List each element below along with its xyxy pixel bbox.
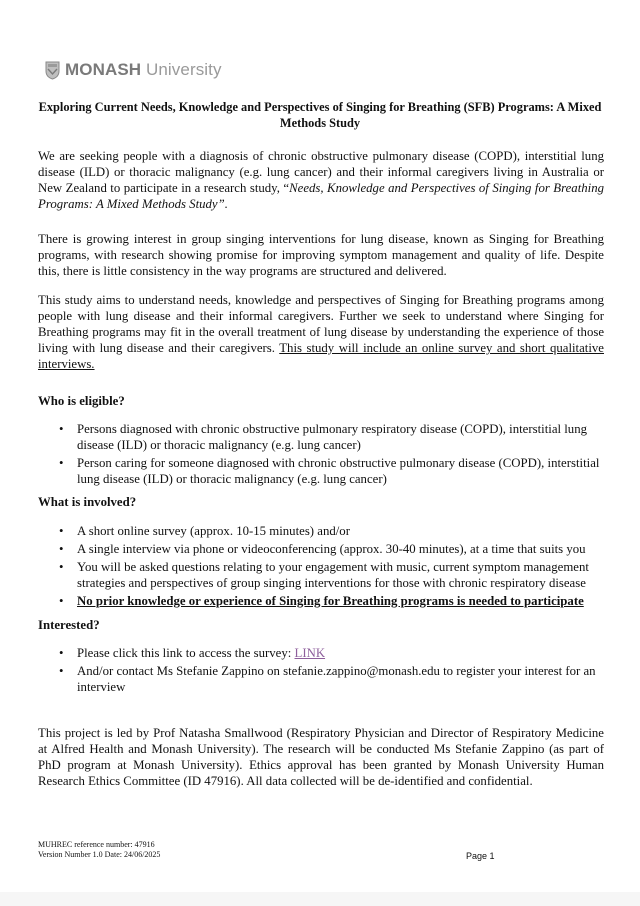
- document-title: Exploring Current Needs, Knowledge and Perspectives of Singing for Breathing (SFB) Programs: A Mixed Methods Study: [38, 100, 602, 130]
- monash-crest-icon: [45, 61, 60, 80]
- page-number: Page 1: [466, 851, 495, 861]
- list-item: • You will be asked questions relating to your engagement with music, current symptom management strategies and perspectives of group singing interventions for those with chronic respiratory disease: [38, 559, 604, 591]
- eligible-heading: Who is eligible?: [38, 394, 125, 408]
- closing-paragraph: This project is led by Prof Natasha Smallwood (Respiratory Physician and Director of Respiratory Medicine at Alfred Health and Monash University). The research will be conducted Ms Stefanie Zappino (as part of PhD program at Monash University). Ethics approval has been granted by Monash University Human Research Ethics Committee (ID 47916). All data collected will be de-identified and confidential.: [38, 726, 604, 788]
- reference-number: MUHREC reference number: 47916: [38, 840, 155, 849]
- list-item: • Persons diagnosed with chronic obstructive pulmonary respiratory disease (COPD), interstitial lung disease (ILD) or thoracic malignancy (e.g. lung cancer): [38, 421, 604, 453]
- interested-heading: Interested?: [38, 618, 100, 632]
- contact-item: • And/or contact Ms Stefanie Zappino on stefanie.zappino@monash.edu to register your interest for an interview: [38, 663, 604, 695]
- intro-paragraph: We are seeking people with a diagnosis of chronic obstructive pulmonary disease (COPD), interstitial lung disease (ILD) or thoracic malignancy (e.g. lung cancer) and their informal caregivers living in Australia or New Zealand to participate in a research study, “Needs, Knowledge and Perspectives of Singing for Breathing Programs: A Mixed Methods Study”.: [38, 149, 604, 211]
- list-item: • Person caring for someone diagnosed with chronic obstructive pulmonary disease (COPD), interstitial lung disease (ILD) or thoracic malignancy (e.g. lung cancer): [38, 455, 604, 487]
- interested-list: [38, 645, 604, 697]
- list-item: • A single interview via phone or videoconferencing (approx. 30-40 minutes), at a time that suits you: [38, 541, 604, 557]
- list-item: • A short online survey (approx. 10-15 minutes) and/or: [38, 523, 604, 539]
- logo-wordmark: MONASH University: [65, 60, 222, 79]
- involved-heading: What is involved?: [38, 495, 137, 509]
- survey-item: • Please click this link to access the survey: LINK: [38, 645, 604, 661]
- background-paragraph: There is growing interest in group singing interventions for lung disease, known as Singing for Breathing programs, with research showing promise for improving symptom management and quality of life. Despite this, there is little consistency in the way programs are structured and delivered.: [38, 232, 604, 278]
- monash-logo: [45, 60, 222, 80]
- involved-list: [38, 523, 604, 611]
- survey-link[interactable]: LINK: [294, 646, 326, 660]
- eligible-list: [38, 421, 604, 489]
- footer-reference: [38, 840, 160, 860]
- aims-paragraph: This study aims to understand needs, knowledge and perspectives of Singing for Breathing programs among people with lung disease and their informal caregivers. Further we seek to understand where Singing for Breathing programs may fit in the overall treatment of lung disease by understanding the experience of those living with lung disease and their caregivers. This study will include an online survey and short qualitative interviews.: [38, 293, 604, 371]
- list-item-emphasis: • No prior knowledge or experience of Singing for Breathing programs is needed to participate: [38, 593, 604, 609]
- version-number: Version Number 1.0 Date: 24/06/2025: [38, 850, 161, 859]
